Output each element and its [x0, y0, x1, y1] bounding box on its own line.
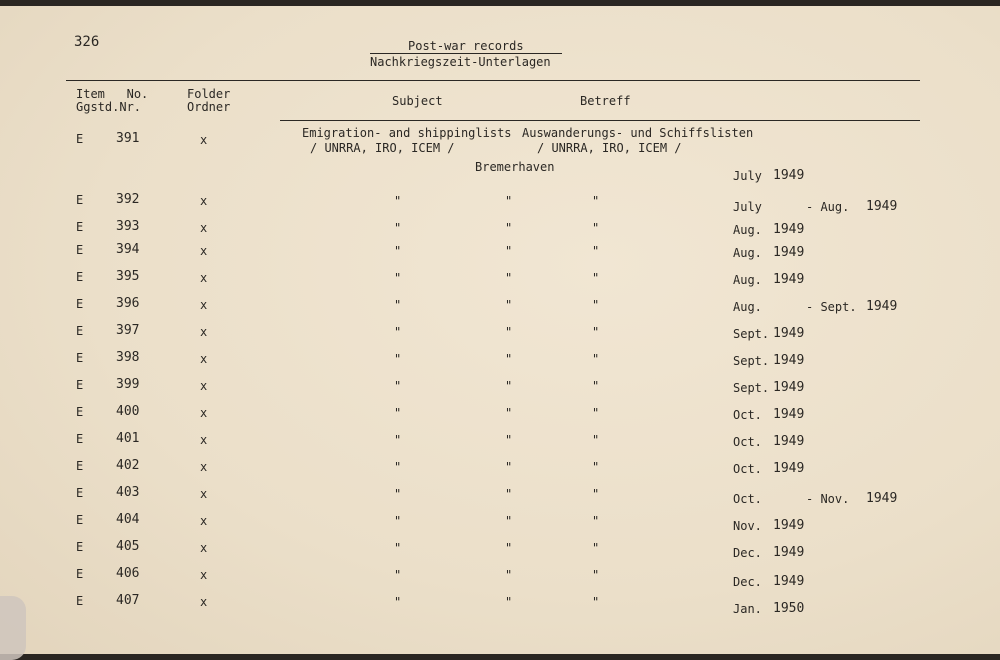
row-date-start: Oct.	[733, 435, 762, 449]
title-english: Post-war records	[370, 39, 562, 54]
ditto-middle: "	[505, 541, 513, 555]
row-number: 395	[116, 269, 140, 284]
row-date-start: Sept.	[733, 381, 770, 395]
ditto-betreff: "	[592, 406, 600, 420]
header-folder	[187, 88, 230, 114]
ditto-betreff: "	[592, 379, 600, 393]
row-item: E	[76, 297, 84, 311]
row-folder: x	[200, 133, 208, 147]
row-date-start: Aug.	[733, 273, 762, 287]
ditto-subject: "	[394, 487, 402, 501]
ditto-betreff: "	[592, 298, 600, 312]
row-number: 406	[116, 566, 140, 581]
row-item: E	[76, 351, 84, 365]
row-item: E	[76, 220, 84, 234]
row-date-year: 1949	[773, 222, 805, 237]
thumb-shadow	[0, 596, 26, 660]
ditto-subject: "	[394, 244, 402, 258]
row-number: 401	[116, 431, 140, 446]
ditto-middle: "	[505, 379, 513, 393]
row-folder: x	[200, 194, 208, 208]
row-folder: x	[200, 541, 208, 555]
row-item: E	[76, 132, 84, 146]
ditto-subject: "	[394, 298, 402, 312]
row-folder: x	[200, 221, 208, 235]
row-folder: x	[200, 325, 208, 339]
row-folder: x	[200, 271, 208, 285]
row-date-start: Oct.	[733, 408, 762, 422]
ditto-middle: "	[505, 460, 513, 474]
row-item: E	[76, 513, 84, 527]
ditto-middle: "	[505, 487, 513, 501]
row-number: 403	[116, 485, 140, 500]
row-folder: x	[200, 433, 208, 447]
row-folder: x	[200, 406, 208, 420]
row-date-start: Oct.	[733, 492, 762, 506]
ditto-betreff: "	[592, 460, 600, 474]
row-item: E	[76, 243, 84, 257]
subject-en-line1: Emigration- and shippinglists	[302, 126, 512, 140]
row-date-start: Dec.	[733, 546, 762, 560]
header-item	[76, 88, 148, 114]
row-folder: x	[200, 460, 208, 474]
header-item-de: Ggstd.Nr.	[76, 100, 142, 114]
place-name: Bremerhaven	[475, 160, 555, 174]
ditto-betreff: "	[592, 595, 600, 609]
ditto-betreff: "	[592, 352, 600, 366]
row-date-start: Jan.	[733, 602, 762, 616]
row-item: E	[76, 432, 84, 446]
ditto-betreff: "	[592, 487, 600, 501]
row-date-year: 1949	[773, 245, 805, 260]
subject-de-line2: / UNRRA, IRO, ICEM /	[537, 141, 682, 155]
ditto-middle: "	[505, 244, 513, 258]
row-number: 397	[116, 323, 140, 338]
row-number: 396	[116, 296, 140, 311]
ditto-middle: "	[505, 271, 513, 285]
row-date-year: 1949	[773, 168, 805, 183]
row-folder: x	[200, 298, 208, 312]
row-date-end-year: 1949	[866, 491, 898, 506]
row-item: E	[76, 324, 84, 338]
row-date-start: Oct.	[733, 462, 762, 476]
row-date-start: Aug.	[733, 300, 762, 314]
ditto-betreff: "	[592, 194, 600, 208]
row-date-year: 1949	[773, 461, 805, 476]
row-date-start: Dec.	[733, 575, 762, 589]
row-number: 398	[116, 350, 140, 365]
row-number: 404	[116, 512, 140, 527]
row-item: E	[76, 594, 84, 608]
ditto-subject: "	[394, 221, 402, 235]
row-folder: x	[200, 514, 208, 528]
ditto-middle: "	[505, 298, 513, 312]
ditto-subject: "	[394, 568, 402, 582]
document-page	[0, 6, 1000, 654]
row-item: E	[76, 270, 84, 284]
row-date-start: Sept.	[733, 354, 770, 368]
row-folder: x	[200, 352, 208, 366]
row-number: 394	[116, 242, 140, 257]
title-german: Nachkriegszeit-Unterlagen	[370, 55, 551, 69]
row-date-year: 1949	[773, 407, 805, 422]
row-item: E	[76, 459, 84, 473]
header-no-en: No.	[126, 87, 149, 101]
row-item: E	[76, 405, 84, 419]
ditto-subject: "	[394, 595, 402, 609]
header-folder-en: Folder	[187, 87, 231, 101]
row-folder: x	[200, 595, 208, 609]
row-number: 402	[116, 458, 140, 473]
header-folder-de: Ordner	[187, 100, 231, 114]
row-date-year: 1949	[773, 434, 805, 449]
ditto-betreff: "	[592, 271, 600, 285]
row-item: E	[76, 193, 84, 207]
ditto-middle: "	[505, 568, 513, 582]
row-number: 400	[116, 404, 140, 419]
ditto-betreff: "	[592, 514, 600, 528]
page-title	[370, 39, 562, 69]
ditto-betreff: "	[592, 244, 600, 258]
row-folder: x	[200, 568, 208, 582]
ditto-subject: "	[394, 406, 402, 420]
row-number: 393	[116, 219, 140, 234]
ditto-betreff: "	[592, 568, 600, 582]
row-date-year: 1949	[773, 326, 805, 341]
row-date-start: July	[733, 200, 762, 214]
ditto-subject: "	[394, 271, 402, 285]
row-number: 399	[116, 377, 140, 392]
header-betreff: Betreff	[580, 94, 631, 108]
row-item: E	[76, 486, 84, 500]
row-date-end: - Aug.	[806, 200, 850, 214]
row-date-year: 1949	[773, 574, 805, 589]
ditto-betreff: "	[592, 221, 600, 235]
row-date-year: 1949	[773, 353, 805, 368]
row-date-year: 1949	[773, 380, 805, 395]
ditto-betreff: "	[592, 325, 600, 339]
subject-en-line2: / UNRRA, IRO, ICEM /	[310, 141, 455, 155]
row-date-year: 1949	[773, 518, 805, 533]
row-item: E	[76, 540, 84, 554]
row-date-end: - Nov.	[806, 492, 850, 506]
header-bottom-rule	[280, 120, 920, 121]
row-item: E	[76, 378, 84, 392]
ditto-betreff: "	[592, 541, 600, 555]
ditto-subject: "	[394, 352, 402, 366]
ditto-middle: "	[505, 595, 513, 609]
row-item: E	[76, 567, 84, 581]
row-number: 391	[116, 131, 140, 146]
ditto-subject: "	[394, 379, 402, 393]
header-item-en: Item	[76, 87, 105, 101]
ditto-subject: "	[394, 460, 402, 474]
subject-de-line1: Auswanderungs- und Schiffslisten	[522, 126, 754, 140]
ditto-middle: "	[505, 325, 513, 339]
row-number: 405	[116, 539, 140, 554]
ditto-middle: "	[505, 514, 513, 528]
ditto-middle: "	[505, 352, 513, 366]
ditto-middle: "	[505, 406, 513, 420]
page-number: 326	[74, 34, 100, 50]
header-subject: Subject	[392, 94, 443, 108]
row-date-start: Aug.	[733, 246, 762, 260]
header-top-rule	[66, 80, 920, 81]
row-folder: x	[200, 379, 208, 393]
row-date-end-year: 1949	[866, 199, 898, 214]
ditto-subject: "	[394, 541, 402, 555]
ditto-subject: "	[394, 325, 402, 339]
row-date-end: - Sept.	[806, 300, 857, 314]
row-number: 392	[116, 192, 140, 207]
row-date-year: 1950	[773, 601, 805, 616]
row-date-start: Aug.	[733, 223, 762, 237]
row-folder: x	[200, 244, 208, 258]
ditto-middle: "	[505, 194, 513, 208]
row-number: 407	[116, 593, 140, 608]
ditto-subject: "	[394, 433, 402, 447]
row-date-start: Nov.	[733, 519, 762, 533]
row-date-year: 1949	[773, 545, 805, 560]
row-date-year: 1949	[773, 272, 805, 287]
ditto-betreff: "	[592, 433, 600, 447]
ditto-subject: "	[394, 514, 402, 528]
row-folder: x	[200, 487, 208, 501]
row-date-start: July	[733, 169, 762, 183]
ditto-middle: "	[505, 433, 513, 447]
ditto-subject: "	[394, 194, 402, 208]
row-date-start: Sept.	[733, 327, 770, 341]
ditto-middle: "	[505, 221, 513, 235]
row-date-end-year: 1949	[866, 299, 898, 314]
